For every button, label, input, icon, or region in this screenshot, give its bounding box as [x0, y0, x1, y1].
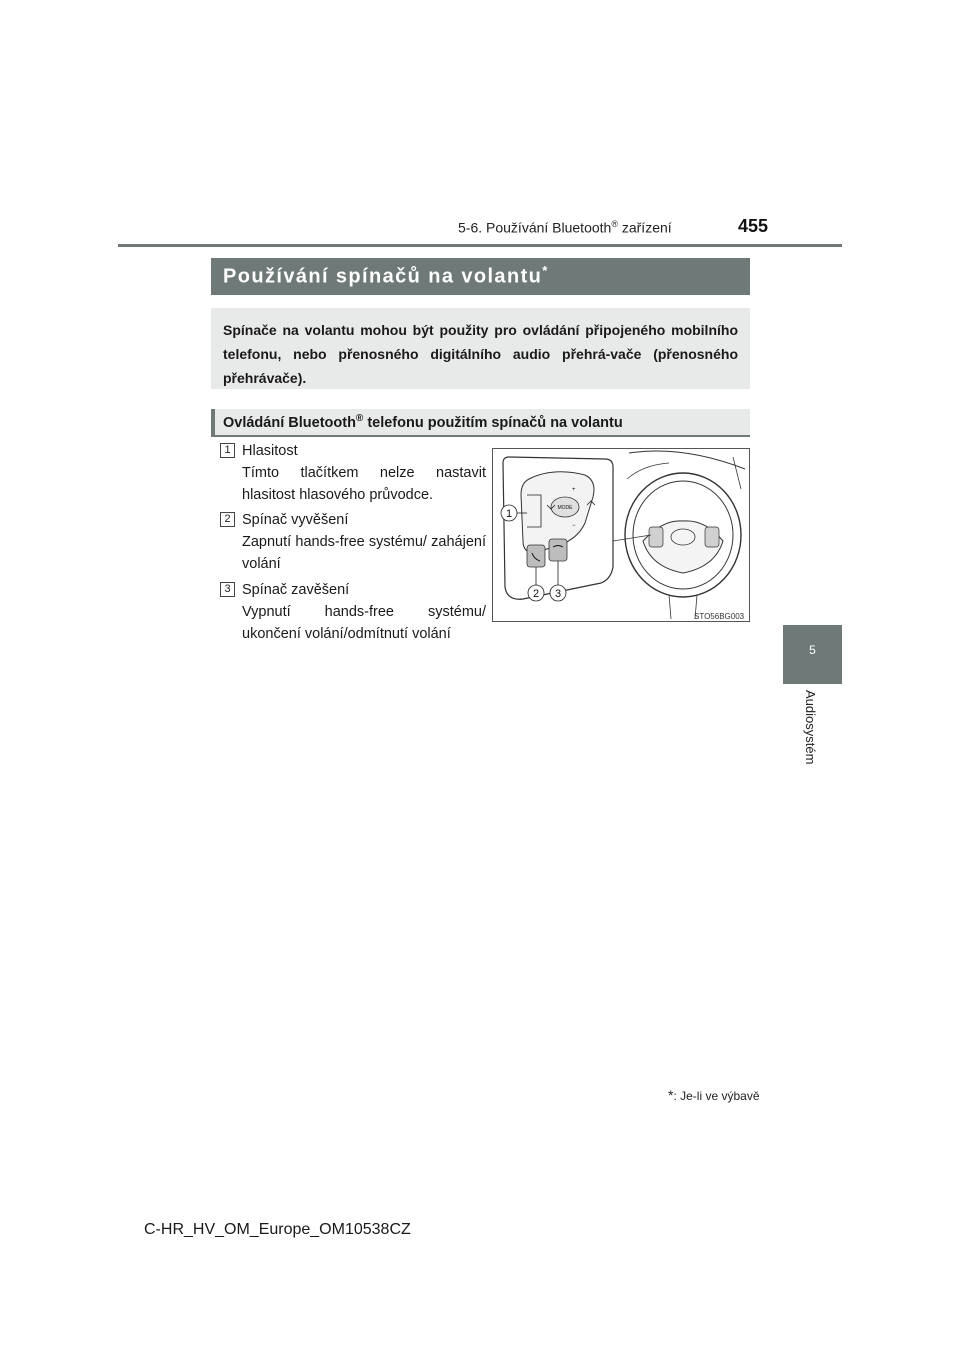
callout-3: 3 — [554, 588, 562, 600]
item-number-badge: 3 — [220, 582, 235, 597]
subsection-reg: ® — [355, 413, 364, 424]
section-header — [458, 219, 672, 236]
subsection-accent — [211, 409, 215, 437]
callout-1: 1 — [505, 508, 513, 520]
figure-code: STO56BG003 — [694, 612, 745, 621]
section-title — [211, 258, 750, 295]
chapter-number: 5 — [809, 643, 816, 657]
item-title: Spínač vyvěšení — [242, 512, 349, 528]
footnote — [668, 1087, 760, 1103]
steering-wheel-illustration — [493, 449, 749, 621]
footnote-text: : Je-li ve výbavě — [673, 1089, 760, 1103]
section-title-text: Používání spínačů na volantu — [223, 265, 543, 288]
header-rule — [118, 244, 842, 247]
footnote-asterisk: * — [668, 1087, 674, 1103]
mode-button-label: MODE — [557, 505, 573, 511]
list-item — [242, 579, 486, 645]
subsection-prefix: Ovládání Bluetooth — [223, 414, 356, 431]
item-number-badge: 2 — [220, 512, 235, 527]
svg-text:+: + — [572, 487, 576, 493]
item-description: Tímto tlačítkem nelze nastavit hlasitost hlasového průvodce. — [242, 465, 486, 503]
section-prefix: 5-6. Používání Bluetooth — [458, 219, 612, 236]
svg-text:−: − — [572, 523, 576, 529]
item-title: Hlasitost — [242, 443, 298, 459]
item-description: Vypnutí hands-free systému/ ukončení volání/odmítnutí volání — [242, 604, 486, 642]
item-description: Zapnutí hands-free systému/ zahájení volání — [242, 534, 486, 572]
section-suffix: zařízení — [617, 219, 672, 236]
page-number: 455 — [738, 216, 769, 236]
item-title: Spínač zavěšení — [242, 582, 350, 598]
chapter-label: Audiosystém — [803, 690, 818, 765]
list-item — [242, 440, 486, 506]
subsection-suffix: telefonu použitím spínačů na volantu — [363, 414, 623, 431]
intro-paragraph: Spínače na volantu mohou být použity pro ovládání připojeného mobilního telefonu, nebo přenosného digitálního audio přehrá-vače (přenosného přehrávače). — [211, 308, 750, 389]
document-id: C-HR_HV_OM_Europe_OM10538CZ — [144, 1221, 411, 1238]
title-asterisk: * — [542, 263, 548, 278]
subsection-heading — [211, 409, 750, 437]
item-number-badge: 1 — [220, 443, 235, 458]
list-item — [242, 509, 486, 575]
steering-switch-figure — [492, 448, 750, 622]
callout-2: 2 — [532, 588, 540, 600]
registered-mark: ® — [611, 219, 618, 229]
